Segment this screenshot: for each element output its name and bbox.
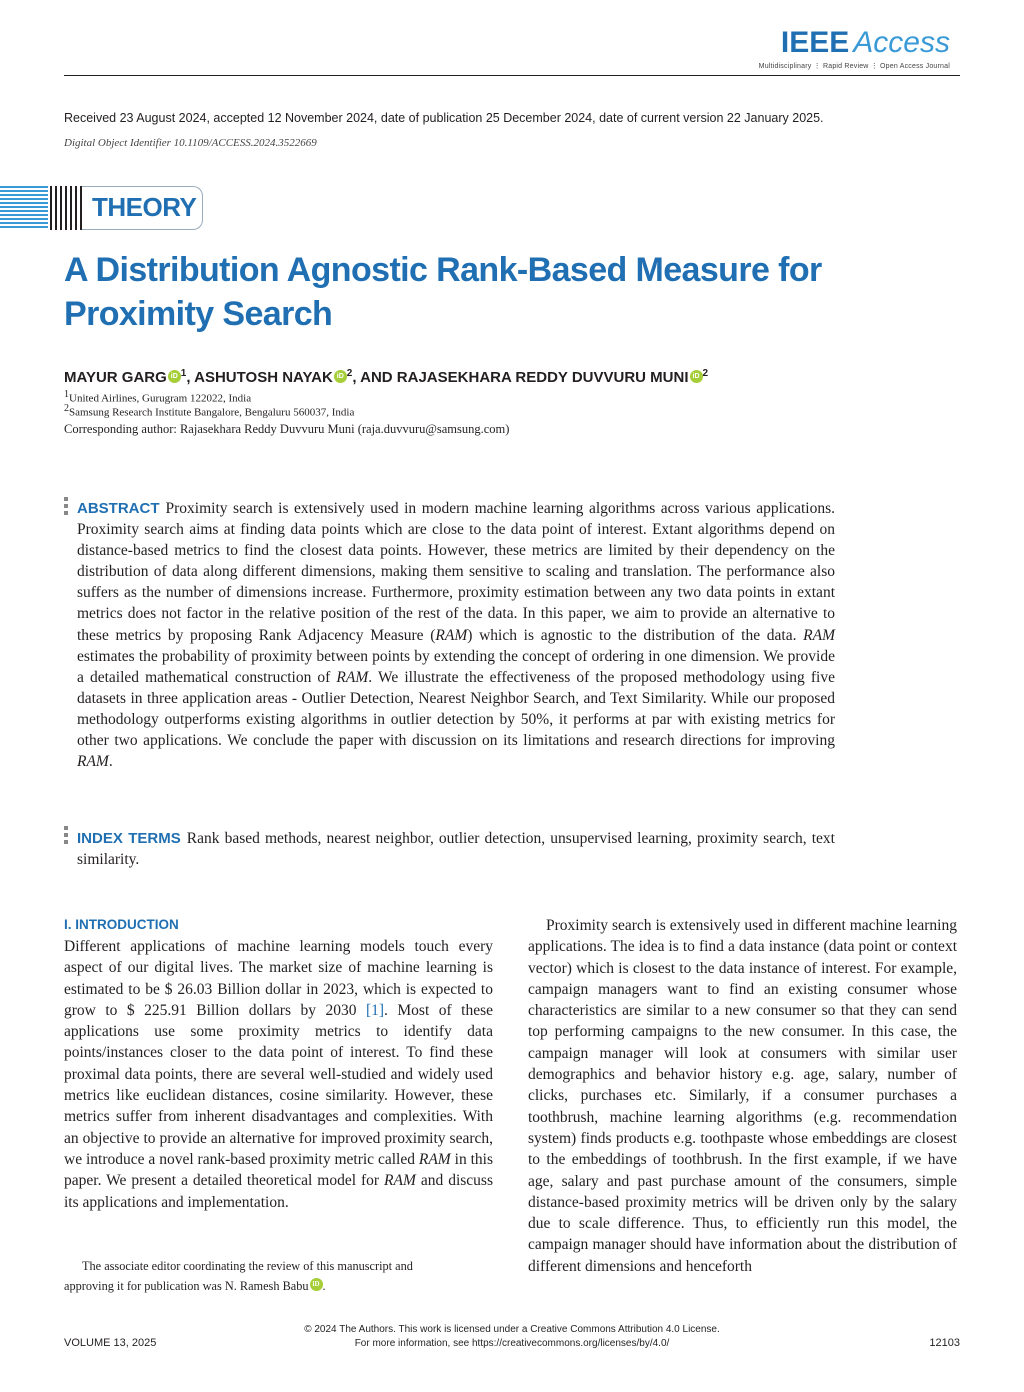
- paragraph-text: Different applications of machine learning models touch every aspect of our digital lives. The market size of machine learning is estimated to be $ 26.03 Billion dollar in 2023, which is expected to grow to $ 225.91 Billion dollars by 2030: [64, 938, 493, 1019]
- citation-link[interactable]: [1]: [365, 1001, 385, 1019]
- footnote: [64, 1256, 493, 1296]
- author-affiliation-mark: 2: [346, 368, 353, 379]
- orcid-icon[interactable]: iD: [310, 1278, 323, 1291]
- paragraph-term: RAM: [384, 1172, 416, 1190]
- abstract-text: Proximity search is extensively used in modern machine learning algorithms across various applications. Proximity search aims at finding data points which are close to the data point of interest. Extant algorithms depend on distance-based metrics to find the closest data points. However, these metrics are limited by their dependency on the distribution of data along different dimensions, making them sensitive to scaling and translation. The performance also suffers as the number of dimensions increase. Furthermore, proximity estimation between any two data points in extant metrics does not factor in the relative position of the rest of the data. In this paper, we aim to provide an alternative to these metrics by proposing Rank Adjacency Measure (: [77, 500, 835, 644]
- abstract-text: ) which is agnostic to the distribution of the data.: [467, 626, 804, 644]
- author-affiliation-mark: 2: [702, 368, 709, 379]
- author-list: [64, 368, 708, 386]
- header-divider: [64, 75, 960, 76]
- corresponding-author: Corresponding author: Rajasekhara Reddy Duvvuru Muni (raja.duvvuru@samsung.com): [64, 422, 510, 436]
- affiliation-number: 1: [64, 389, 69, 400]
- footnote-text: .: [322, 1279, 326, 1293]
- affiliation-number: 2: [64, 403, 69, 414]
- section-badge: [0, 186, 205, 230]
- affiliation-text: Samsung Research Institute Bangalore, Bengaluru 560037, India: [69, 406, 355, 419]
- page-number: 12103: [929, 1337, 960, 1349]
- paragraph: Proximity search is extensively used in different machine learning applications. The idea is to find a data instance (data point or context vector) which is closest to the data instance of interest. For example, campaign managers want to find an existing consumer whose characteristics are similar to a new consumer so that they can send top performing campaigns to the new consumer. In this case, the campaign manager will look at consumers with similar user demographics and behavior history e.g. age, salary, number of clicks, purchases etc. Similarly, if a consumer purchases a toothbrush, machine learning algorithms (e.g. recommendation system) finds products e.g. toothpaste whose embeddings are closest to the embeddings of toothbrush. In the first example, if we have age, salary and past purchase amount of the consumers, simple distance-based proximity metrics will be driven only by the salary due to scale difference. Thus, to efficiently run this model, the campaign manager should have information about the distribution of different dimensions and henceforth: [528, 917, 957, 1275]
- body-column-right: [528, 915, 957, 1277]
- license-line: © 2024 The Authors. This work is licensed under a Creative Commons Attribution 4.0 License.: [304, 1324, 720, 1335]
- logo-access: Access: [853, 26, 950, 59]
- orcid-icon[interactable]: iD: [168, 370, 181, 383]
- logo-ieee: IEEE: [780, 26, 850, 59]
- affiliation: [64, 403, 354, 419]
- abstract-term: RAM: [336, 668, 369, 686]
- abstract-marker: [64, 497, 68, 518]
- abstract-label: ABSTRACT: [77, 500, 160, 517]
- body-column-left: [64, 936, 493, 1213]
- abstract: [77, 498, 835, 772]
- journal-tagline: Multidisciplinary ⋮ Rapid Review ⋮ Open Access Journal: [758, 63, 950, 70]
- doi: Digital Object Identifier 10.1109/ACCESS.2024.3522669: [64, 137, 317, 149]
- abstract-text: . We illustrate the effectiveness of the proposed methodology using five datasets in three application areas - Outlier Detection, Nearest Neighbor Search, and Text Similarity. While our proposed methodology outperforms existing algorithms in outlier detection by 50%, it performs at par with existing metrics for other two applications. We conclude the paper with discussion on its limitations and research directions for improving: [77, 668, 835, 750]
- publication-dates: Received 23 August 2024, accepted 12 November 2024, date of publication 25 December 2024, date of current version 22 January 2025.: [64, 111, 824, 125]
- badge-bars: [50, 186, 82, 230]
- index-terms-text: Rank based methods, nearest neighbor, outlier detection, unsupervised learning, proximity search, text similarity.: [77, 830, 835, 869]
- footnote-line: The associate editor coordinating the review of this manuscript and: [82, 1259, 413, 1273]
- abstract-term: RAM: [803, 626, 835, 644]
- paragraph-text: and discuss its applications and implementation.: [64, 1172, 493, 1211]
- index-terms-label: INDEX TERMS: [77, 830, 181, 847]
- paper-title: A Distribution Agnostic Rank-Based Measure for Proximity Search: [64, 251, 822, 333]
- volume-info: VOLUME 13, 2025: [64, 1337, 157, 1349]
- paragraph-term: RAM: [418, 1150, 451, 1168]
- affiliation-text: United Airlines, Gurugram 122022, India: [69, 392, 252, 405]
- abstract-text: estimates the probability of proximity between points by extending the concept of ordering in one dimension. We provide a detailed mathematical construction of: [77, 647, 835, 686]
- badge-label: THEORY: [92, 192, 197, 222]
- index-terms-marker: [64, 826, 68, 847]
- journal-logo: [781, 26, 950, 60]
- license-link[interactable]: For more information, see https://creativecommons.org/licenses/by/4.0/: [354, 1338, 670, 1349]
- orcid-icon[interactable]: iD: [334, 370, 347, 383]
- abstract-term: RAM: [77, 753, 109, 771]
- abstract-term: RAM: [435, 626, 468, 644]
- author-affiliation-mark: 1: [180, 368, 187, 379]
- paragraph-text: . Most of these applications use some proximity metrics to identify data points/instances closer to the data point of interest. To find these proximal data points, there are several well-studied and widely used metrics like euclidean distances, cosine similarity. However, these metrics suffer from inherent disadvantages and complexities. With an objective to provide an alternative for improved proximity search, we introduce a novel rank-based proximity metric called: [64, 1001, 493, 1168]
- author-name: , AND RAJASEKHARA REDDY DUVVURU MUNI: [352, 369, 689, 386]
- paragraph: [64, 936, 493, 1213]
- footnote-text: approving it for publication was N. Ramesh Babu: [64, 1279, 309, 1293]
- author-name: MAYUR GARG: [64, 369, 167, 386]
- abstract-text: .: [108, 753, 113, 771]
- index-terms: [77, 828, 835, 870]
- paragraph-text: in this paper. We present a detailed theoretical model for: [64, 1150, 493, 1190]
- footnote-line-2: [64, 1276, 493, 1296]
- orcid-icon[interactable]: iD: [690, 370, 703, 383]
- section-heading: I. INTRODUCTION: [64, 917, 179, 932]
- author-name: , ASHUTOSH NAYAK: [186, 369, 333, 386]
- badge-stripes: [0, 186, 48, 230]
